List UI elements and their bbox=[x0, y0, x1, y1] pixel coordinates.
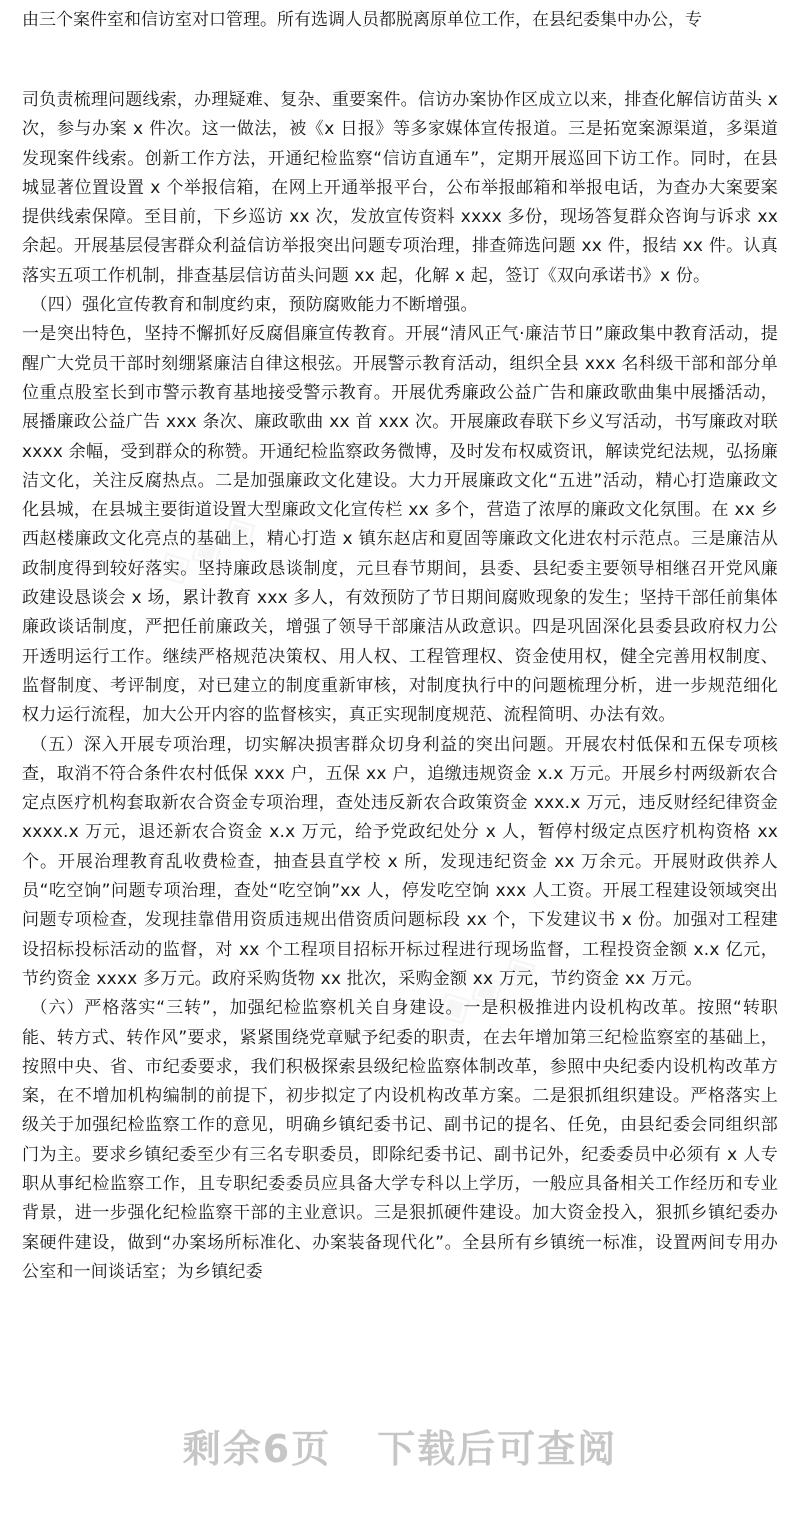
paragraph-section-5: （五）深入开展专项治理，切实解决损害群众切身利益的突出问题。开展农村低保和五保专项核查，取消不符合条件农村低保 xxx 户，五保 xx 户，追缴违规资金 x.x 万元。开展乡村两级新农合定点医疗机构套取新农合资金专项治理，查处违反新农合政策资金 xxx.x 万元，违反财经纪律资金 xxxx.x 万元，退还新农合资金 x.x 万元，给予党政纪处分 x 人，暂停村级定点医疗机构资格 xx 个。开展治理教育乱收费检查，抽查县直学校 x 所，发现违纪资金 xx 万余元。开展财政供养人员“吃空饷”问题专项治理，查处“吃空饷”xx 人，停发吃空饷 xxx 人工资。开展工程建设领域突出问题专项检查，发现挂靠借用资质违规出借资质问题标段 xx 个，下发建议书 x 份。加强对工程建设招标投标活动的监督，对 xx 个工程项目招标开标过程进行现场监督，工程投资金额 x.x 亿元，节约资金 xxxx 多万元。政府采购货物 xx 批次，采购金额 xx 万元，节约资金 xx 万元。 bbox=[22, 734, 778, 989]
remaining-pages-text: 剩余6页 bbox=[182, 1426, 332, 1471]
paragraph-continuation: 司负责梳理问题线索，办理疑难、复杂、重要案件。信访办案协作区成立以来，排查化解信访苗头 x 次，参与办案 x 件次。这一做法，被《x 日报》等多家媒体宣传报道。三是拓宽案源渠道，多渠道发现案件线索。创新工作方法，开通纪检监察“信访直通车”，定期开展巡回下访工作。同时，在县城显著位置设置 x 个举报信箱，在网上开通举报平台，公布举报邮箱和举报电话，为查办大案要案提供线索保障。至目前，下乡巡访 xx 次，发放宣传资料 xxxx 多份，现场答复群众咨询与诉求 xx 余起。开展基层侵害群众利益信访举报突出问题专项治理，排查筛选问题 xx 件，报结 xx 件。认真落实五项工作机制，排查基层信访苗头问题 xx 起，化解 x 起，签订《双向承诺书》x 份。 bbox=[22, 90, 778, 286]
document-body bbox=[22, 86, 778, 1287]
section-heading-4: （四）强化宣传教育和制度约束，预防腐败能力不断增强。 bbox=[30, 295, 478, 316]
download-to-view-text: 下载后可查阅 bbox=[377, 1426, 618, 1471]
download-prompt-banner[interactable] bbox=[0, 1405, 800, 1485]
paragraph-section-6: （六）严格落实“三转”，加强纪检监察机关自身建设。一是积极推进内设机构改革。按照“转职能、转方式、转作风”要求，紧紧围绕党章赋予纪委的职责，在去年增加第三纪检监察室的基础上，按照中央、省、市纪委要求，我们积极探索县级纪检监察体制改革，参照中央纪委内设机构改革方案，在不增加机构编制的前提下，初步拟定了内设机构改革方案。二是狠抓组织建设。严格落实上级关于加强纪检监察工作的意见，明确乡镇纪委书记、副书记的提名、任免，由县纪委会同组织部门为主。要求乡镇纪委至少有三名专职委员，即除纪委书记、副书记外，纪委委员中必须有 x 人专职从事纪检监察工作，且专职纪委委员应具备大学专科以上学历，一般应具备相关工作经历和专业背景，进一步强化纪检监察干部的主业意识。三是狠抓硬件建设。加大资金投入，狠抓乡镇纪委办案硬件建设，做到“办案场所标准化、办案装备现代化”。全县所有乡镇统一标准，设置两间专用办公室和一间谈话室；为乡镇纪委 bbox=[22, 998, 778, 1282]
paragraph-section-4-body: 一是突出特色，坚持不懈抓好反腐倡廉宣传教育。开展“清风正气·廉洁节日”廉政集中教育活动，提醒广大党员干部时刻绷紧廉洁自律这根弦。开展警示教育活动，组织全县 xxx 名科级干部和部分单位重点股室长到市警示教育基地接受警示教育。开展优秀廉政公益广告和廉政歌曲集中展播活动，展播廉政公益广告 xxx 条次、廉政歌曲 xx 首 xxx 次。开展廉政春联下乡义写活动，书写廉政对联 xxxx 余幅，受到群众的称赞。开通纪检监察政务微博，及时发布权威资讯，解读党纪法规，弘扬廉洁文化，关注反腐热点。二是加强廉政文化建设。大力开展廉政文化“五进”活动，精心打造廉政文化县城，在县城主要街道设置大型廉政文化宣传栏 xx 多个，营造了浓厚的廉政文化氛围。在 xx 乡西赵楼廉政文化亮点的基础上，精心打造 x 镇东赵店和夏固等廉政文化进农村示范点。三是廉洁从政制度得到较好落实。坚持廉政恳谈制度，元旦春节期间，县委、县纪委主要领导相继召开党风廉政建设恳谈会 x 场，累计教育 xxx 多人，有效预防了节日期间腐败现象的发生；坚持干部任前集体廉政谈话制度，严把任前廉政关，增强了领导干部廉洁从政意识。四是巩固深化县委县政府权力公开透明运行工作。继续严格规范决策权、用人权、工程管理权、资金使用权，健全完善用权制度、监督制度、考评制度，对已建立的制度重新审核，对制度执行中的问题梳理分析，进一步规范细化权力运行流程，加大公开内容的监督核实，真正实现制度规范、流程简明、办法有效。 bbox=[22, 324, 778, 726]
cut-off-top-text bbox=[22, 0, 778, 40]
top-partial-line: 由三个案件室和信访室对口管理。所有选调人员都脱离原单位工作，在县纪委集中办公，专 bbox=[22, 10, 702, 30]
